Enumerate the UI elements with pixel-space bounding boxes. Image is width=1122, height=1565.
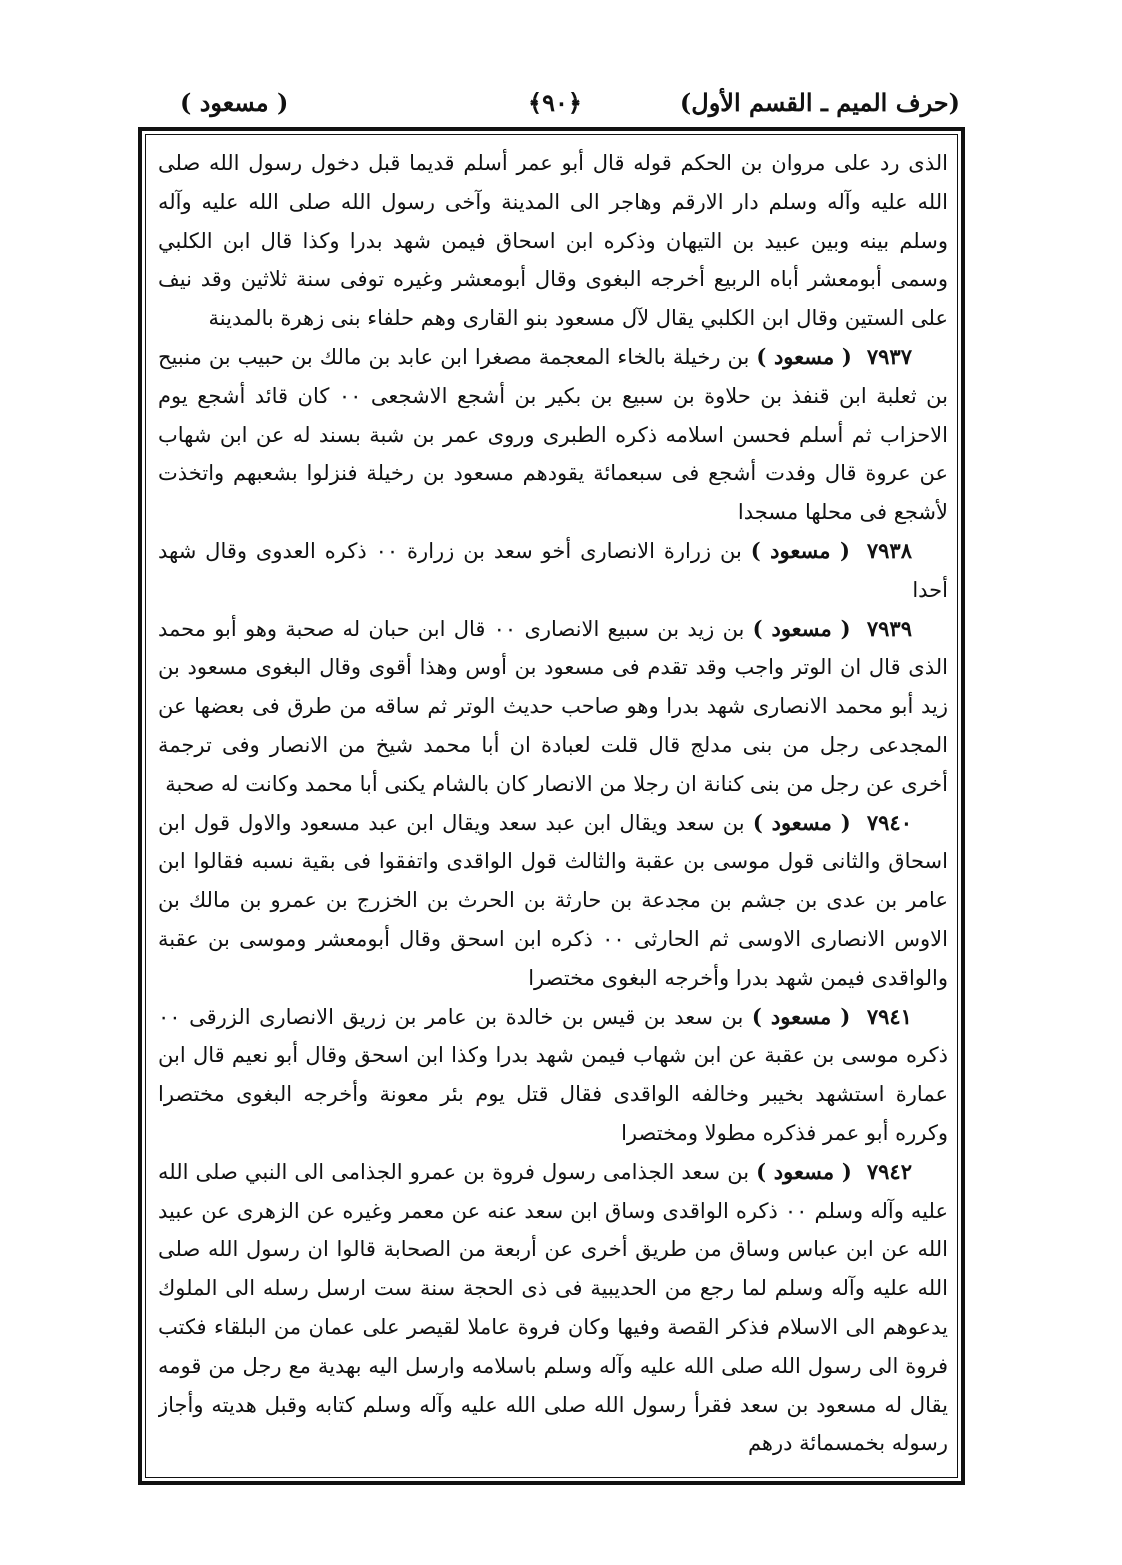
entry-text: بن زيد بن سبيع الانصارى ٠٠ قال ابن حبان له صحبة وهو أبو محمد الذى قال ان الوتر واجب وقد تقدم فى مسعود بن أوس وهذا أقوى وقال البغوى مسعود بن زيد أبو محمد الانصارى شهد بدرا وهو صاحب حديث الوتر ثم ساقه من طرق فى بعضها عن المجدعى رجل من بنى مدلج قال قلت لعبادة ان أبا محمد شيخ من الانصار وفى ترجمة أخرى عن رجل من بنى كنانة ان رجلا من الانصار كان بالشام يكنى أبا محمد وكانت له صحبة [158,616,948,796]
page-header [150,88,960,128]
entry-text: بن زرارة الانصارى أخو سعد بن زرارة ٠٠ ذكره العدوى وقال شهد أحدا [158,538,948,602]
entry-text: بن سعد ويقال ابن عبد سعد ويقال ابن عبد مسعود والاول قول ابن اسحاق والثانى قول موسى بن عقبة والثالث قول الواقدى واتفقوا فى بقية نسبه فقالوا ابن عامر بن عدى بن جشم بن مجدعة بن حارثة بن الحرث بن الخزرج بن عمرو بن مالك بن الاوس الانصارى الاوسى ثم الحارثى ٠٠ ذكره ابن اسحق وقال أبومعشر وموسى بن عقبة والواقدى فيمن شهد بدرا وأخرجه البغوى مختصرا [158,810,948,990]
paragraph-continued [158,144,948,338]
entry-headword: ( مسعود ) [751,1003,851,1029]
entry-headword: ( مسعود ) [752,809,851,835]
entry-headword: ( مسعود ) [756,1158,852,1184]
entry-headword: ( مسعود ) [752,615,851,641]
entry-7940 [158,804,948,998]
entry-text: بن سعد الجذامى رسول فروة بن عمرو الجذامى الى النبي صلى الله عليه وآله وسلم ٠٠ ذكره الواقدى وساق ابن سعد عنه عن معمر وغيره عن الزهرى عن عبيد الله عن ابن عباس وساق من طريق أخرى عن أربعة من الصحابة قالوا ان رسول الله صلى الله عليه وآله وسلم لما رجع من الحديبية فى ذى الحجة سنة ست ارسل رسله الى الملوك يدعوهم الى الاسلام فذكر القصة وفيها وكان فروة عاملا لقيصر على عمان من البلقاء فكتب فروة الى رسول الله صلى الله عليه وآله وسلم باسلامه وارسل اليه بهدية مع رجل من قومه يقال له مسعود بن سعد فقرأ رسول الله صلى الله عليه وآله وسلم كتابه وقبل هديته وأجاز رسوله بخمسمائة درهم [158,1159,948,1456]
entry-7937 [158,338,948,532]
running-head-entry: ( مسعود ) [180,88,289,117]
entry-7942 [158,1153,948,1463]
entry-number: ٧٩٤١ [866,1003,912,1029]
entry-text: بن رخيلة بالخاء المعجمة مصغرا ابن عابد بن مالك بن حبيب بن منبيح بن ثعلبة ابن قنفذ بن حلاوة بن سبيع بن بكير بن أشجع الاشجعى ٠٠ كان قائد أشجع يوم الاحزاب ثم أسلم فحسن اسلامه ذكره الطبرى وروى عمر بن شبة بسند له عن ابن شهاب عن عروة قال وفدت أشجع فى سبعمائة يقودهم مسعود بن رخيلة فنزلوا بشعبهم واتخذت لأشجع فى محلها مسجدا [158,344,948,525]
entry-number: ٧٩٤٠ [866,809,912,835]
entry-7938 [158,532,948,610]
page-number: ﴿٩٠﴾ [528,88,582,117]
entry-number: ٧٩٣٨ [866,537,912,563]
paragraph-text: الذى رد على مروان بن الحكم قوله قال أبو عمر أسلم قديما قبل دخول رسول الله صلى الله عليه وآله وسلم دار الارقم وهاجر الى المدينة وآخى رسول الله صلى الله عليه وآله وسلم بينه وبين عبيد بن التيهان وذكره ابن اسحاق فيمن شهد بدرا وكذا قال ابن الكلبي وسمى أبومعشر أباه الربيع أخرجه البغوى وقال أبومعشر وغيره توفى سنة ثلاثين وقد نيف على الستين وقال ابن الكلبي يقال لآل مسعود بنو القارى وهم حلفاء بنى زهرة بالمدينة [158,151,948,331]
entry-7939 [158,610,948,804]
entry-7941 [158,998,948,1153]
page-body [158,144,948,1474]
entry-number: ٧٩٣٩ [866,615,912,641]
entry-number: ٧٩٣٧ [866,343,912,369]
entry-headword: ( مسعود ) [756,343,852,369]
running-head-section: (حرف الميم ـ القسم الأول) [679,88,960,117]
entry-text: بن سعد بن قيس بن خالدة بن عامر بن زريق الانصارى الزرقى ٠٠ ذكره موسى بن عقبة عن ابن شهاب فيمن شهد بدرا وكذا ابن اسحق وقال أبو نعيم قال ابن عمارة استشهد بخيبر وخالفه الواقدى فقال قتل يوم بئر معونة وأخرجه البغوى مختصرا وكرره أبو عمر فذكره مطولا ومختصرا [158,1004,948,1145]
entry-number: ٧٩٤٢ [866,1158,912,1184]
entry-headword: ( مسعود ) [750,537,850,563]
